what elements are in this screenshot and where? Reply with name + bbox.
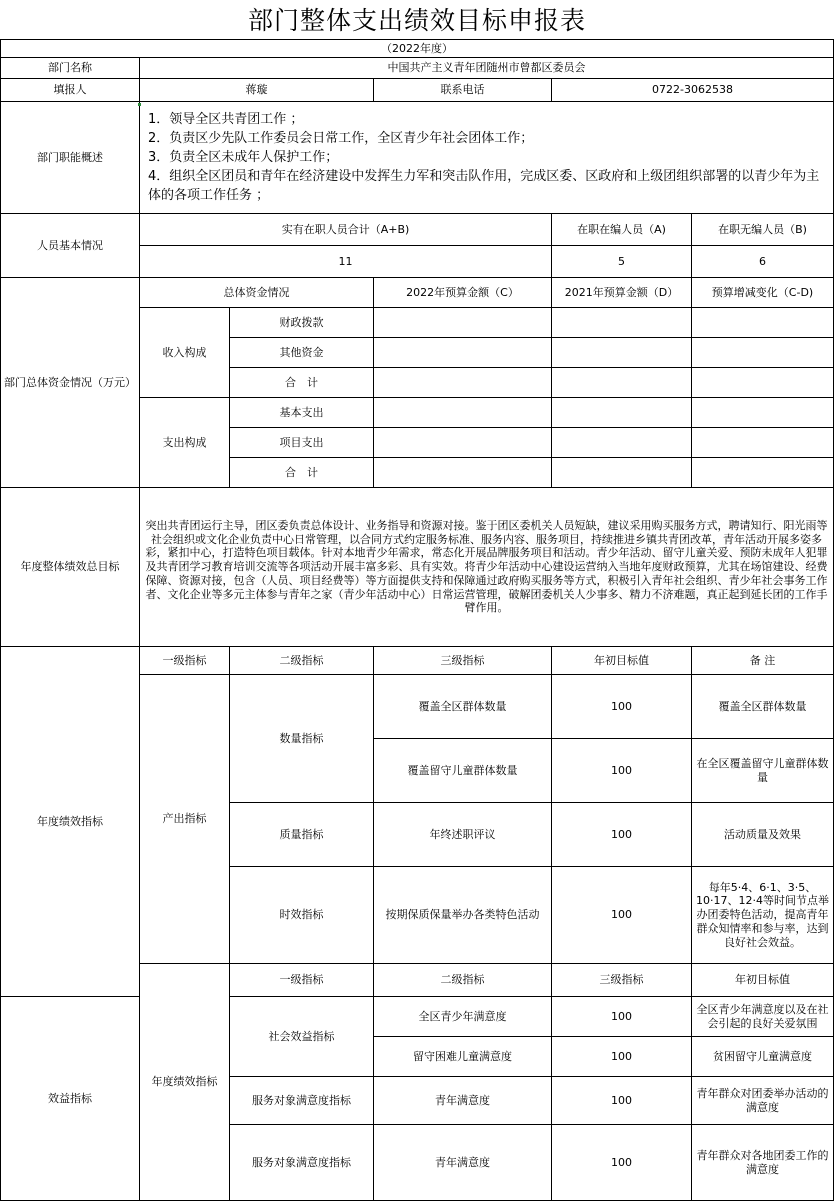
ind-l3: 留守困难儿童满意度 — [374, 1037, 552, 1077]
staff-header-a: 在职在编人员（A) — [552, 214, 692, 246]
output-l1: 产出指标 — [140, 675, 230, 964]
expense-row-label: 项目支出 — [230, 428, 374, 458]
funds-cell — [374, 398, 552, 428]
ind-header-l3: 三级指标 — [374, 647, 552, 675]
funds-cell — [692, 338, 834, 368]
duties-label: 部门职能概述 — [1, 102, 140, 214]
staff-label: 人员基本情况 — [1, 214, 140, 278]
ind-header-l3: 三级指标 — [552, 964, 692, 997]
duties-text — [140, 102, 834, 214]
duty-item: 4．组织全区团员和青年在经济建设中发挥生力军和突击队作用，完成区委、区政府和上级团组织部署的以青少年为主体的各项工作任务 ； — [148, 169, 820, 203]
satisfaction-l2: 服务对象满意度指标 — [230, 1077, 374, 1125]
funds-cell — [692, 308, 834, 338]
funds-cell — [374, 308, 552, 338]
expense-row-label: 合 计 — [230, 458, 374, 488]
funds-header-2021: 2021年预算金额（D） — [552, 278, 692, 308]
indicators-label: 年度绩效指标 — [140, 964, 230, 1201]
duty-item: 3．负责全区未成年人保护工作； — [148, 150, 339, 165]
staff-value-b: 6 — [692, 246, 834, 278]
ind-note: 贫困留守儿童满意度 — [692, 1037, 834, 1077]
income-label: 收入构成 — [140, 308, 230, 398]
phone-label: 联系电话 — [374, 79, 552, 102]
expense-row-label: 基本支出 — [230, 398, 374, 428]
ind-l3: 年终述职评议 — [374, 803, 552, 867]
filler-label: 填报人 — [1, 79, 140, 102]
ind-target: 100 — [552, 803, 692, 867]
ind-l3: 覆盖留守儿童群体数量 — [374, 739, 552, 803]
cell-comment-marker — [138, 103, 141, 106]
benefit-l1: 效益指标 — [1, 997, 140, 1201]
ind-target: 100 — [552, 1037, 692, 1077]
ind-header-target: 年初目标值 — [692, 964, 834, 997]
funds-cell — [552, 368, 692, 398]
funds-header-2022: 2022年预算金额（C） — [374, 278, 552, 308]
funds-header-change: 预算增减变化（C-D) — [692, 278, 834, 308]
annual-goal-text: 突出共青团运行主导，团区委负责总体设计、业务指导和资源对接。鉴于团区委机关人员短缺，建议采用购买服务方式，聘请知行、阳光雨等社会组织或文化企业负责中心日常管理，以合同方式约定服务标准、服务内容、服务项目，持续推进乡镇共青团改革，青年活动开展多姿多彩，紧扣中心，打造特色项目载体。针对本地青少年需求，常态化开展品牌服务项目和活动。青少年活动、留守儿童关爱、预防未成年人犯罪及共青团学习教育培训交流等各项活动开展丰富多彩、具有实效。将青少年活动中心建设运营纳入当地年度财政预算，尤其在场馆建设、经费保障、资源对接，包含（人员、项目经费等）等方面提供支持和保障通过政府购买服务等方式，积极引入青年社会组织、青少年社会事务工作者、文化企业等多元主体参与青年之家（青少年活动中心）日常运营管理，破解团委机关人少事多、精力不济难题，真正起到延长团的工作手臂作用。 — [140, 488, 834, 647]
ind-header-l2: 二级指标 — [230, 647, 374, 675]
funds-cell — [552, 338, 692, 368]
funds-cell — [374, 368, 552, 398]
expense-label: 支出构成 — [140, 398, 230, 488]
ind-l3: 全区青少年满意度 — [374, 997, 552, 1037]
report-table — [0, 39, 834, 1201]
ind-note: 覆盖全区群体数量 — [692, 675, 834, 739]
funds-cell — [552, 428, 692, 458]
funds-cell — [374, 338, 552, 368]
funds-cell — [692, 368, 834, 398]
ind-header-l1: 一级指标 — [230, 964, 374, 997]
funds-cell — [374, 458, 552, 488]
quality-l2: 质量指标 — [230, 803, 374, 867]
duty-item: 2．负责区少先队工作委员会日常工作，全区青少年社会团体工作； — [148, 131, 534, 146]
ind-header-target: 年初目标值 — [552, 647, 692, 675]
report-title: 部门整体支出绩效目标申报表 — [247, 6, 586, 35]
funds-label: 部门总体资金情况（万元） — [1, 278, 140, 488]
funds-header-overall: 总体资金情况 — [140, 278, 374, 308]
income-row-label: 财政拨款 — [230, 308, 374, 338]
annual-goal-label: 年度整体绩效总目标 — [1, 488, 140, 647]
phone-value: 0722-3062538 — [552, 79, 834, 102]
funds-cell — [374, 428, 552, 458]
staff-header-b: 在职无编人员（B) — [692, 214, 834, 246]
ind-l3: 按期保质保量举办各类特色活动 — [374, 867, 552, 964]
funds-cell — [552, 458, 692, 488]
income-row-label: 其他资金 — [230, 338, 374, 368]
social-l2: 社会效益指标 — [230, 997, 374, 1077]
ind-l3: 青年满意度 — [374, 1077, 552, 1125]
funds-cell — [692, 398, 834, 428]
report-year: （2022年度） — [1, 40, 834, 58]
ind-header-note: 备 注 — [692, 647, 834, 675]
ind-note: 活动质量及效果 — [692, 803, 834, 867]
ind-target: 100 — [552, 867, 692, 964]
ind-l3: 青年满意度 — [374, 1125, 552, 1201]
satisfaction-l2: 服务对象满意度指标 — [230, 1125, 374, 1201]
timeliness-l2: 时效指标 — [230, 867, 374, 964]
indicators-label: 年度绩效指标 — [1, 647, 140, 997]
dept-name-label: 部门名称 — [1, 58, 140, 79]
ind-header-l2: 二级指标 — [374, 964, 552, 997]
quantity-l2: 数量指标 — [230, 675, 374, 803]
duty-item: 1．领导全区共青团工作 ； — [148, 112, 304, 127]
ind-note: 青年群众对各地团委工作的满意度 — [692, 1125, 834, 1201]
ind-note: 青年群众对团委举办活动的满意度 — [692, 1077, 834, 1125]
staff-value-total: 11 — [140, 246, 552, 278]
ind-note: 全区青少年满意度以及在社会引起的良好关爱氛围 — [692, 997, 834, 1037]
ind-target: 100 — [552, 675, 692, 739]
ind-target: 100 — [552, 1077, 692, 1125]
filler-value: 蒋璇 — [140, 79, 374, 102]
funds-cell — [692, 458, 834, 488]
ind-target: 100 — [552, 997, 692, 1037]
funds-cell — [692, 428, 834, 458]
funds-cell — [552, 398, 692, 428]
dept-name-value: 中国共产主义青年团随州市曾都区委员会 — [140, 58, 834, 79]
ind-l3: 覆盖全区群体数量 — [374, 675, 552, 739]
ind-note: 在全区覆盖留守儿童群体数量 — [692, 739, 834, 803]
ind-note: 每年5·4、6·1、3·5、10·17、12·4等时间节点举办团委特色活动，提高青年群众知情率和参与率，达到良好社会效益。 — [692, 867, 834, 964]
staff-value-a: 5 — [552, 246, 692, 278]
ind-target: 100 — [552, 1125, 692, 1201]
funds-cell — [552, 308, 692, 338]
staff-header-total: 实有在职人员合计（A+B) — [140, 214, 552, 246]
ind-header-l1: 一级指标 — [140, 647, 230, 675]
ind-target: 100 — [552, 739, 692, 803]
income-row-label: 合 计 — [230, 368, 374, 398]
